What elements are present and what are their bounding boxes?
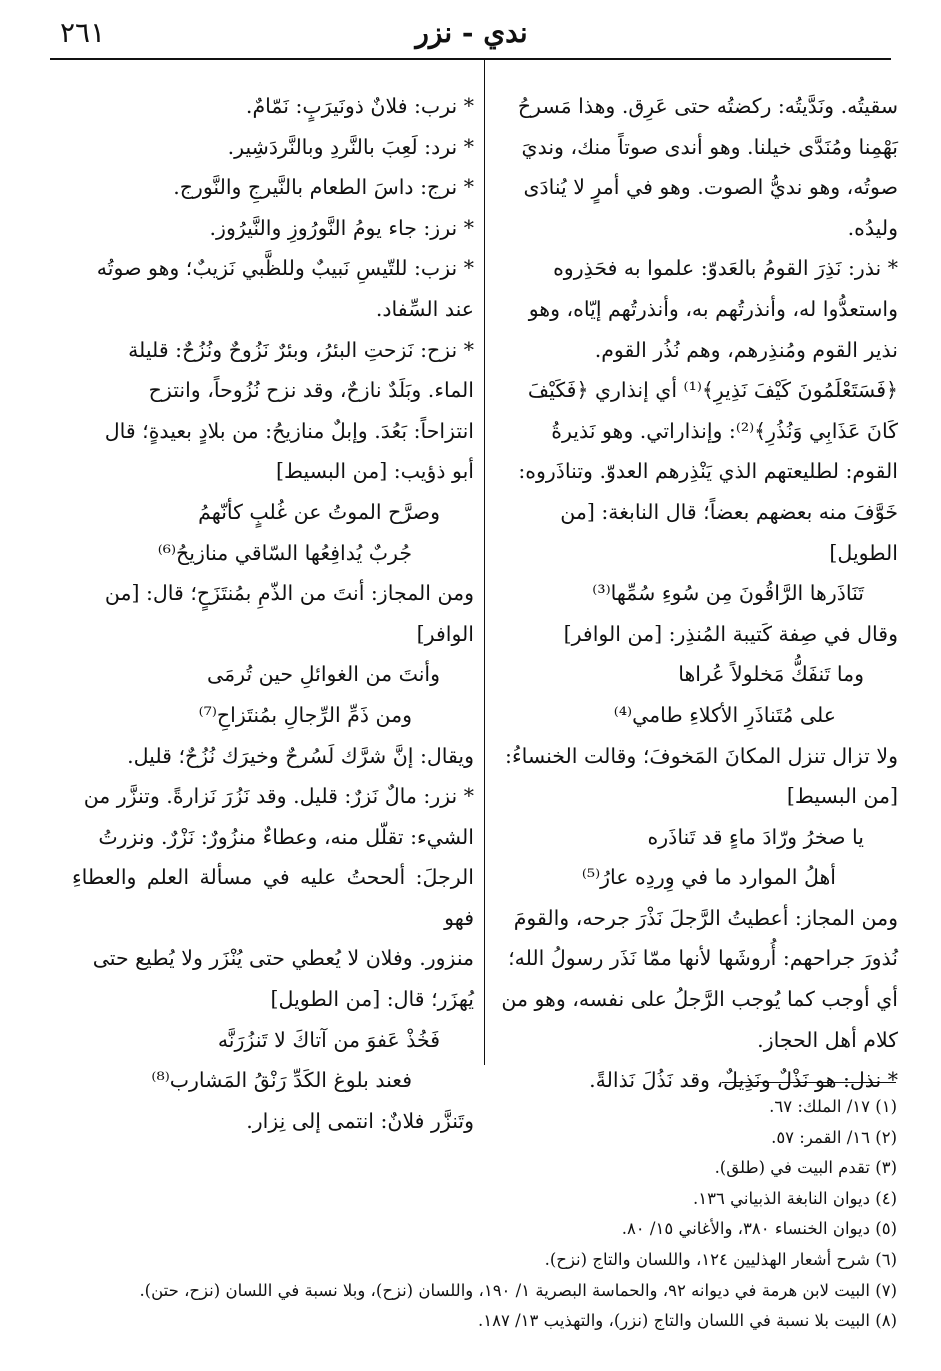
text-line: ومن المجاز: أعطيتُ الرَّجلَ نَذْرَ جرحه، والقومَ bbox=[513, 905, 898, 930]
meter-label: الطويل] bbox=[829, 540, 898, 565]
running-title: ندي - نزر bbox=[415, 16, 528, 49]
footnote: (٨) البيت بلا نسبة في اللسان والتاج (نزر)، والتهذيب ١٣/ ١٨٧. bbox=[478, 1311, 897, 1331]
footnote: (٤) ديوان النابغة الذبياني ١٣٦. bbox=[693, 1188, 897, 1208]
text-line: وقال في صِفة كَتيبة المُنذِر: [من الوافر] bbox=[563, 621, 898, 646]
text-line: نُذورَ جراحهم: أُروشَها لأنها ممّا نَذَر رسولُ الله؛ bbox=[508, 946, 898, 971]
page-header bbox=[50, 14, 893, 54]
left-column bbox=[72, 86, 474, 1141]
meter-label: [من البسيط] bbox=[786, 784, 898, 809]
entry-naraz: * نرز: جاء يومُ النَّورُوزِ والنَّيرُوز. bbox=[209, 215, 474, 240]
verse-line: تَنَاذَرها الرَّاقُونَ مِن سُوءِ سُمِّها⁽³⁾ bbox=[592, 581, 864, 606]
verse-line: جُربٌ يُدافِعُها السّاقي منازيحُ⁽⁶⁾ bbox=[157, 540, 412, 565]
text-line: خَوَّفَ منه بعضهم بعضاً؛ قال النابغة: [من bbox=[560, 499, 898, 524]
verse-line: أهلُ الموارد ما في وِردِه عارُ⁽⁵⁾ bbox=[581, 865, 836, 890]
verse-line: يا صخرُ ورّادَ ماءٍ قد تَناذَره bbox=[647, 824, 864, 849]
entry-nadhal: * نذل: هو نَذْلٌ ونَذِيلٌ، وقد نَذُلَ نَذالةً. bbox=[589, 1068, 898, 1093]
footnotes bbox=[27, 1092, 897, 1337]
text-line: القوم: لطليعتهم الذي يَنْذِرهم العدوّ. وتناذَروه: bbox=[518, 459, 898, 484]
text-line: يُهزَر؛ قال: [من الطويل] bbox=[270, 987, 474, 1012]
text-line: ولا تزال تنزل المكانَ المَخوفَ؛ وقالت الخنساءُ: bbox=[505, 743, 898, 768]
entry-nard: * نرد: لَعِبَ بالنَّردِ وبالنَّردَشِير. bbox=[227, 134, 474, 159]
footnote: (٥) ديوان الخنساء ٣٨٠، والأغاني ١٥/ ٨٠. bbox=[621, 1219, 897, 1239]
entry-nazah: * نزح: نَزحتِ البئرُ، وبئرٌ نَزُوحٌ ونُزُحٌ: قليلة bbox=[128, 337, 474, 362]
verse-line: ومن ذَمِّ الرِّجالِ بمُنتَزاحِ⁽⁷⁾ bbox=[198, 702, 412, 727]
verse-line: وصرَّح الموتُ عن غُلبٍ كأنّهمُ bbox=[198, 499, 440, 524]
page-number: ٢٦١ bbox=[60, 16, 106, 49]
right-column bbox=[496, 86, 898, 1101]
footnote: (٣) تقدم البيت في (طلق). bbox=[714, 1158, 897, 1178]
text-line: انتزاحاً: بَعُدَ. وإبلٌ منازيحُ: من بلادٍ بعيدةٍ؛ قال bbox=[104, 418, 474, 443]
header-rule bbox=[50, 58, 891, 60]
entry-nazar: * نزر: مالٌ نَزرٌ: قليل. وقد نَزُرَ نَزارةً. وتنزَّر من bbox=[83, 784, 474, 809]
text-line: أي أوجب كما يُوجب الرَّجلُ على نفسه، وهو من bbox=[501, 987, 898, 1012]
footnote: (٢) ١٦/ القمر: ٥٧. bbox=[771, 1127, 897, 1147]
footnote: (١) ١٧/ الملك: ٦٧. bbox=[769, 1097, 897, 1116]
text-line: منزور. وفلان لا يُعطي حتى يُنْزَر ولا يُطيع حتى bbox=[92, 946, 474, 971]
quran-quote: ﴿فَسَتَعْلَمُونَ كَيْفَ نَذِيرِ﴾⁽¹⁾ أي إنذاري ﴿فَكَيْفَ bbox=[527, 378, 898, 403]
verse-line: فَخُذْ عَفوَ من آتاكَ لا تَنزُرَنَّه bbox=[217, 1027, 440, 1052]
entry-narab: * نرب: فلانٌ ذونَيرَبٍ: نَمّامٌ. bbox=[245, 94, 474, 118]
column-divider bbox=[484, 60, 485, 1065]
text-line: وتَنزَّر فلانٌ: انتمى إلى نِزار. bbox=[246, 1108, 474, 1133]
verse-line: فعند بلوغ الكَدِّ رَنْقُ المَشارب⁽⁸⁾ bbox=[151, 1068, 412, 1093]
text-line: واستعدُّوا له، وأنذرتُهم به، وأنذرتُهم إيّاه، وهو bbox=[528, 296, 898, 321]
entry-nazab: * نزب: للتّيسِ نَبيبٌ وللظَّبي نَزيبٌ؛ وهو صوتُه bbox=[96, 256, 474, 281]
verse-line: وما تَنفَكُّ مَخلولاً عُراها bbox=[678, 662, 864, 687]
text-line: الماء. وبَلَدٌ نازحٌ، وقد نزح نُزُوحاً، وانتزح bbox=[148, 378, 474, 403]
text-line: نذير القوم ومُنذِرهم، وهم نُذُر القوم. bbox=[594, 337, 898, 362]
text-line: سقيتُه. ونَدَّيتُه: ركضتُه حتى عَرِق. وهذا مَسرحُ bbox=[517, 94, 898, 118]
text-line: ويقال: إنَّ شرَّك لَسُرحٌ وخيرَك نُزُحٌ؛ قليل. bbox=[127, 743, 474, 768]
text-line: ومن المجاز: أنتَ من الذّمِ بمُنتَزَحٍ؛ قال: [من bbox=[104, 581, 474, 606]
text-line: بَهْمِنا ومُنَدَّى خيلنا. وهو أندى صوتاً منك، ونديَ bbox=[521, 134, 898, 159]
quran-quote: كَانَ عَذَابِي وَنُذُرِ﴾⁽²⁾: وإنذاراتي. وهو نَذيرةُ bbox=[551, 418, 898, 443]
text-line: الشيء: تقلّل منه، وعطاءٌ منزُورٌ: نَزْرٌ. ونزرتُ bbox=[98, 824, 474, 849]
text-line: وليدُه. bbox=[847, 215, 898, 240]
footnote: (٦) شرح أشعار الهذليين ١٢٤، واللسان والتاج (نزح). bbox=[544, 1249, 897, 1269]
text-line: أبو ذؤيب: [من البسيط] bbox=[276, 459, 474, 484]
entry-nadhar: * نذر: نَذِرَ القومُ بالعَدوّ: علموا به فحَذِروه bbox=[553, 256, 898, 281]
verse-line: وأنتَ من الغوائلِ حين تُرمَى bbox=[207, 662, 440, 687]
footnote-rule bbox=[722, 1082, 896, 1083]
entry-naraj: * نرج: داسَ الطعام بالنَّيرجِ والنَّورج. bbox=[173, 175, 474, 200]
text-line: الرجلَ: ألححتُ عليه في مسألة العلم والعطاءِ فهو bbox=[72, 865, 474, 930]
meter-label: الوافر] bbox=[416, 621, 474, 646]
verse-line: على مُتَناذَرِ الأكلاءِ طامي⁽⁴⁾ bbox=[613, 702, 836, 727]
footnote: (٧) البيت لابن هرمة في ديوانه ٩٢، والحماسة البصرية ١/ ١٩٠، واللسان (نزح)، وبلا نسبة في اللسان (نزح، حتن). bbox=[139, 1280, 897, 1300]
text-line: عند السِّفاد. bbox=[375, 296, 474, 321]
text-line: صوتُه، وهو نديُّ الصوت. وهو في أمرٍ لا يُنادَى bbox=[523, 175, 898, 200]
text-line: كلام أهل الحجاز. bbox=[757, 1027, 898, 1052]
